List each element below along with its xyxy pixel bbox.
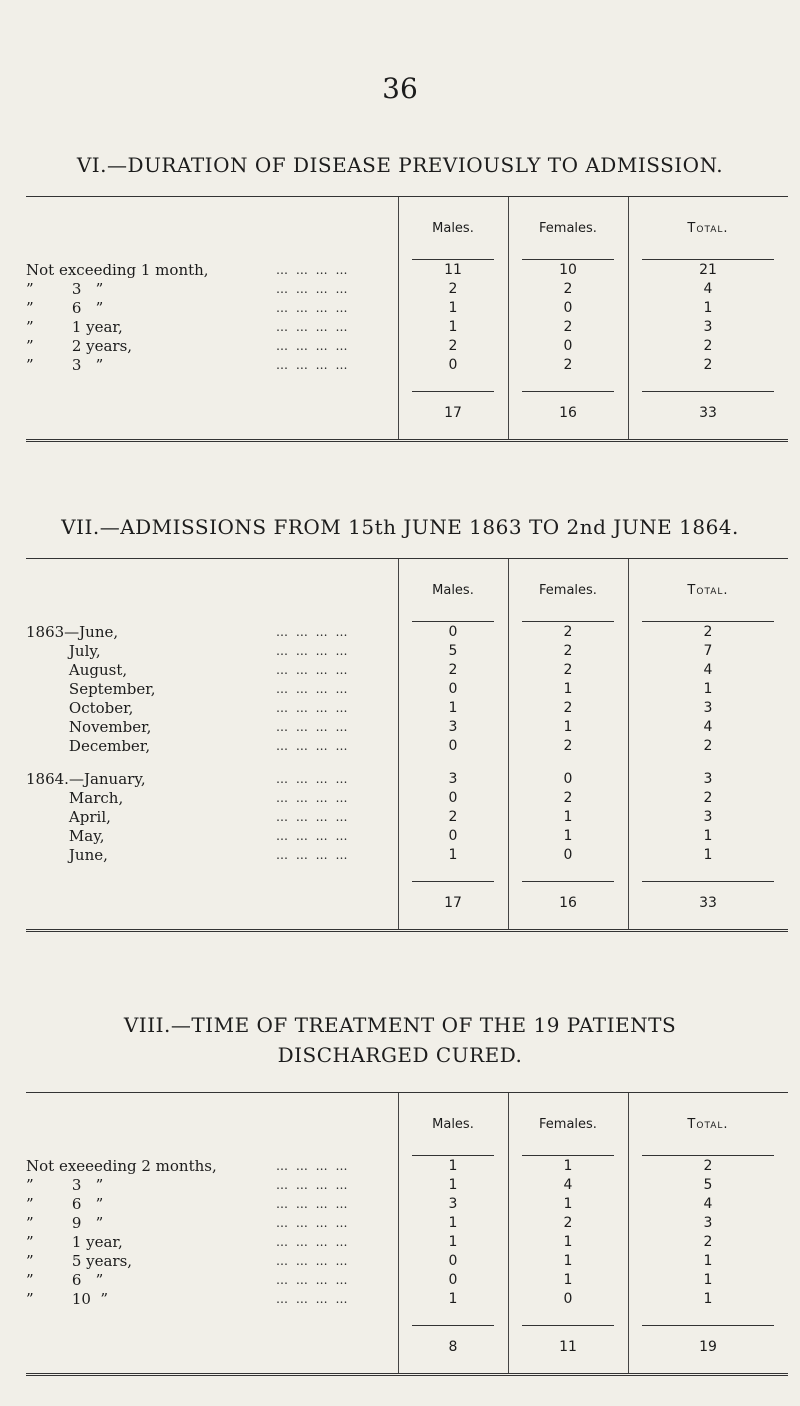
cell-females: 2 [563,281,573,297]
total-total: 33 [699,405,717,421]
cell-females: 2 [563,643,573,659]
row-gap [26,865,788,881]
header-underline [412,1155,494,1156]
cell-males: 0 [448,681,458,697]
leader-dots-glyphs: … … … … [276,810,350,824]
table-row [26,699,788,718]
totals-rule [522,881,614,882]
cell-total: 1 [703,1291,713,1307]
leader-dots [276,1252,391,1271]
cell-total: 1 [703,681,713,697]
cell-males: 0 [448,790,458,806]
totals-rule [412,881,494,882]
cell-females: 1 [563,1158,573,1174]
leader-dots-glyphs: … … … … [276,663,350,677]
cell-males: 11 [444,262,462,278]
row-label: July, [26,642,101,660]
column-divider [628,197,629,439]
total-total: 33 [699,895,717,911]
table-row [26,718,788,737]
cell-males: 0 [448,1272,458,1288]
section-title: VIII.—TIME OF TREATMENT OF THE 19 PATIENTS DISCHARGED CURED. [123,1013,677,1067]
cell-males: 1 [448,319,458,335]
cell-females: 0 [563,338,573,354]
leader-dots-glyphs: … … … … [276,358,350,372]
table-row [26,1252,788,1271]
cell-males: 1 [448,300,458,316]
cell-females: 1 [563,1196,573,1212]
table-row [26,261,788,280]
cell-males: 1 [448,700,458,716]
cell-total: 4 [703,1196,713,1212]
cell-total: 1 [703,828,713,844]
column-header-total: Total. [687,221,729,236]
leader-dots-glyphs: … … … … [276,1197,350,1211]
table-row [26,299,788,318]
column-divider [628,559,629,929]
table-body [26,261,788,391]
row-label: August, [26,661,128,679]
cell-total: 21 [699,262,717,278]
table-row [26,1195,788,1214]
header-underline [412,621,494,622]
cell-males: 1 [448,1158,458,1174]
row-label: 1864.—January, [26,770,146,788]
total-males: 17 [444,405,462,421]
cell-total: 2 [703,1234,713,1250]
leader-dots-glyphs: … … … … [276,282,350,296]
cell-males: 1 [448,847,458,863]
row-label: ” 1 year, [26,318,123,336]
leader-dots-glyphs: … … … … [276,1273,350,1287]
cell-total: 2 [703,738,713,754]
row-label: December, [26,737,151,755]
row-label: ” 3 ” [26,356,104,374]
leader-dots-glyphs: … … … … [276,1292,350,1306]
row-label: ” 1 year, [26,1233,123,1251]
cell-females: 0 [563,771,573,787]
leader-dots-glyphs: … … … … [276,320,350,334]
cell-total: 3 [703,700,713,716]
section-title: VI.—DURATION OF DISEASE PREVIOUSLY TO ADMISSION. [76,153,724,177]
leader-dots-glyphs: … … … … [276,829,350,843]
leader-dots [276,337,391,356]
column-header-males: Males. [432,583,474,598]
leader-dots [276,1290,391,1309]
cell-total: 1 [703,847,713,863]
row-label: ” 3 ” [26,280,104,298]
cell-total: 1 [703,1272,713,1288]
row-label: March, [26,789,124,807]
leader-dots [276,318,391,337]
leader-dots [276,261,391,280]
table-row [26,661,788,680]
leader-dots-glyphs: … … … … [276,848,350,862]
row-gap [26,375,788,391]
cell-females: 2 [563,319,573,335]
row-label: ” 10 ” [26,1290,109,1308]
cell-total: 3 [703,1215,713,1231]
leader-dots [276,789,391,808]
leader-dots-glyphs: … … … … [276,772,350,786]
column-header-females: Females. [539,583,597,598]
row-label: ” 2 years, [26,337,133,355]
leader-dots [276,699,391,718]
cell-females: 4 [563,1177,573,1193]
leader-dots [276,280,391,299]
table-row [26,356,788,375]
total-males: 8 [448,1339,458,1355]
totals-row [26,391,788,439]
cell-total: 1 [703,300,713,316]
cell-females: 1 [563,828,573,844]
table-body [26,1157,788,1325]
leader-dots-glyphs: … … … … [276,701,350,715]
table-row [26,846,788,865]
leader-dots [276,846,391,865]
row-label: October, [26,699,134,717]
leader-dots-glyphs: … … … … [276,1254,350,1268]
leader-dots [276,1233,391,1252]
row-label: April, [26,808,111,826]
cell-males: 0 [448,738,458,754]
cell-females: 10 [559,262,577,278]
leader-dots [276,680,391,699]
table-bottom-rule [26,1373,788,1376]
cell-total: 4 [703,719,713,735]
cell-males: 1 [448,1234,458,1250]
table-row [26,827,788,846]
leader-dots [276,1195,391,1214]
table-row [26,737,788,756]
cell-males: 0 [448,357,458,373]
header-underline [522,1155,614,1156]
row-gap [26,1309,788,1325]
table-bottom-rule [26,929,788,932]
leader-dots [276,623,391,642]
data-table [26,558,788,932]
leader-dots-glyphs: … … … … [276,720,350,734]
cell-males: 3 [448,719,458,735]
leader-dots [276,661,391,680]
cell-females: 2 [563,790,573,806]
header-underline [642,621,774,622]
cell-females: 2 [563,738,573,754]
leader-dots [276,737,391,756]
table-header [26,197,788,261]
row-label: ” 9 ” [26,1214,104,1232]
column-divider [508,559,509,929]
totals-rule [642,391,774,392]
cell-total: 4 [703,662,713,678]
data-table [26,196,788,442]
column-divider [508,197,509,439]
column-divider [398,1093,399,1373]
totals-rule [412,391,494,392]
table-row [26,770,788,789]
table-row [26,280,788,299]
table-row [26,756,788,770]
cell-males: 2 [448,338,458,354]
cell-females: 2 [563,700,573,716]
table-row [26,318,788,337]
totals-row [26,881,788,929]
column-header-total: Total. [687,583,729,598]
totals-rule [642,881,774,882]
leader-dots [276,827,391,846]
cell-total: 3 [703,319,713,335]
row-label: Not exeeeding 2 months, [26,1157,217,1175]
cell-total: 5 [703,1177,713,1193]
leader-dots [276,1214,391,1233]
column-divider [508,1093,509,1373]
leader-dots [276,1271,391,1290]
column-divider [628,1093,629,1373]
column-header-males: Males. [432,1117,474,1132]
leader-dots-glyphs: … … … … [276,1159,350,1173]
cell-males: 1 [448,1177,458,1193]
table-row [26,337,788,356]
leader-dots-glyphs: … … … … [276,1235,350,1249]
column-header-females: Females. [539,221,597,236]
table-row [26,789,788,808]
cell-males: 0 [448,828,458,844]
cell-females: 0 [563,300,573,316]
totals-rule [522,1325,614,1326]
table-row [26,1290,788,1309]
totals-rule [412,1325,494,1326]
table-row [26,1176,788,1195]
cell-total: 1 [703,1253,713,1269]
row-label: June, [26,846,108,864]
row-label: 1863—June, [26,623,119,641]
totals-rule [642,1325,774,1326]
column-header-males: Males. [432,221,474,236]
cell-females: 1 [563,681,573,697]
table-header [26,1093,788,1157]
row-label: May, [26,827,105,845]
leader-dots-glyphs: … … … … [276,1216,350,1230]
total-females: 16 [559,895,577,911]
row-label: November, [26,718,152,736]
cell-females: 0 [563,1291,573,1307]
table-body [26,623,788,881]
table-header [26,559,788,623]
leader-dots [276,1157,391,1176]
table-row [26,1271,788,1290]
header-underline [522,621,614,622]
header-underline [642,1155,774,1156]
cell-total: 3 [703,809,713,825]
leader-dots-glyphs: … … … … [276,625,350,639]
leader-dots-glyphs: … … … … [276,301,350,315]
totals-row [26,1325,788,1373]
column-divider [398,559,399,929]
cell-males: 2 [448,281,458,297]
cell-females: 2 [563,1215,573,1231]
leader-dots [276,299,391,318]
table-row [26,1157,788,1176]
row-label: ” 3 ” [26,1176,104,1194]
column-divider [398,197,399,439]
section-title: VII.—ADMISSIONS FROM 15th JUNE 1863 TO 2nd JUNE 1864. [61,515,739,539]
data-table [26,1092,788,1376]
cell-total: 2 [703,624,713,640]
leader-dots [276,718,391,737]
table-row [26,1233,788,1252]
cell-total: 4 [703,281,713,297]
cell-females: 2 [563,357,573,373]
cell-males: 0 [448,1253,458,1269]
table-row [26,808,788,827]
row-label: ” 6 ” [26,1271,104,1289]
column-header-females: Females. [539,1117,597,1132]
cell-males: 3 [448,1196,458,1212]
total-females: 11 [559,1339,577,1355]
cell-females: 1 [563,1234,573,1250]
cell-males: 2 [448,662,458,678]
cell-total: 7 [703,643,713,659]
cell-total: 2 [703,357,713,373]
header-underline [522,259,614,260]
row-label: Not exceeding 1 month, [26,261,209,279]
leader-dots-glyphs: … … … … [276,739,350,753]
table-row [26,623,788,642]
leader-dots-glyphs: … … … … [276,682,350,696]
cell-females: 2 [563,662,573,678]
cell-females: 1 [563,809,573,825]
table-row [26,642,788,661]
cell-females: 0 [563,847,573,863]
leader-dots-glyphs: … … … … [276,644,350,658]
cell-males: 5 [448,643,458,659]
cell-males: 3 [448,771,458,787]
total-total: 19 [699,1339,717,1355]
leader-dots [276,642,391,661]
cell-females: 1 [563,719,573,735]
row-label: ” 5 years, [26,1252,133,1270]
table-bottom-rule [26,439,788,442]
row-label: ” 6 ” [26,299,104,317]
column-header-total: Total. [687,1117,729,1132]
row-label: ” 6 ” [26,1195,104,1213]
cell-total: 2 [703,338,713,354]
table-row [26,680,788,699]
cell-total: 2 [703,1158,713,1174]
row-label: September, [26,680,156,698]
leader-dots-glyphs: … … … … [276,791,350,805]
cell-males: 0 [448,624,458,640]
header-underline [642,259,774,260]
cell-males: 1 [448,1291,458,1307]
leader-dots-glyphs: … … … … [276,339,350,353]
leader-dots-glyphs: … … … … [276,1178,350,1192]
cell-total: 2 [703,790,713,806]
total-males: 17 [444,895,462,911]
cell-females: 1 [563,1272,573,1288]
cell-females: 2 [563,624,573,640]
cell-females: 1 [563,1253,573,1269]
header-underline [412,259,494,260]
table-row [26,1214,788,1233]
leader-dots [276,808,391,827]
leader-dots [276,356,391,375]
leader-dots [276,770,391,789]
total-females: 16 [559,405,577,421]
leader-dots [276,1176,391,1195]
totals-rule [522,391,614,392]
cell-males: 2 [448,809,458,825]
cell-males: 1 [448,1215,458,1231]
page-number: 36 [382,72,418,105]
leader-dots-glyphs: … … … … [276,263,350,277]
cell-total: 3 [703,771,713,787]
